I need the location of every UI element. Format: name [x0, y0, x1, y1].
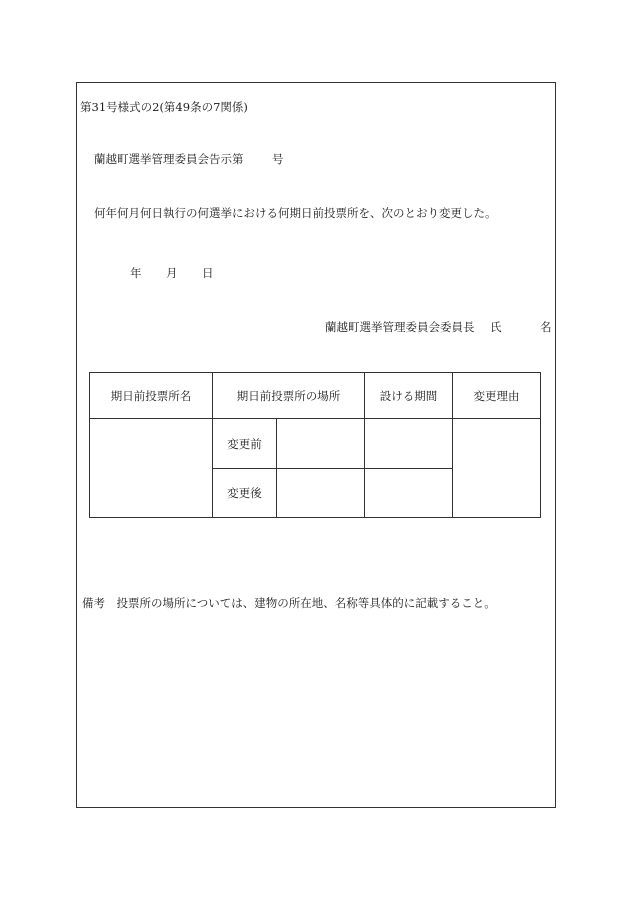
cell-name-value [90, 419, 213, 518]
cell-location-before [277, 419, 365, 469]
date-month: 月 [166, 266, 178, 280]
notice-number-prefix: 蘭越町選挙管理委員会告示第 [94, 152, 244, 166]
notice-number-suffix: 号 [272, 152, 284, 166]
header-reason: 変更理由 [453, 373, 541, 419]
header-name: 期日前投票所名 [90, 373, 213, 419]
signer-name-family: 氏 [490, 320, 502, 334]
signer-name-given: 名 [540, 320, 552, 334]
label-after: 変更後 [213, 469, 277, 518]
cell-reason-value [453, 419, 541, 518]
remarks: 備考 投票所の場所については、建物の所在地、名称等具体的に記載すること。 [82, 596, 496, 610]
cell-location-after [277, 469, 365, 518]
body-text: 何年何月何日執行の何選挙における何期日前投票所を、次のとおり変更した。 [94, 206, 497, 220]
date-year: 年 [130, 266, 142, 280]
signer-title: 蘭越町選挙管理委員会委員長 [325, 320, 475, 334]
form-number: 第31号様式の2(第49条の7関係) [80, 100, 248, 114]
header-period: 設ける期間 [365, 373, 453, 419]
change-table [89, 372, 541, 518]
date-day: 日 [202, 266, 214, 280]
cell-period-after [365, 469, 453, 518]
cell-period-before [365, 419, 453, 469]
header-location: 期日前投票所の場所 [213, 373, 365, 419]
table-row-before [90, 419, 541, 469]
label-before: 変更前 [213, 419, 277, 469]
table-header-row [90, 373, 541, 419]
